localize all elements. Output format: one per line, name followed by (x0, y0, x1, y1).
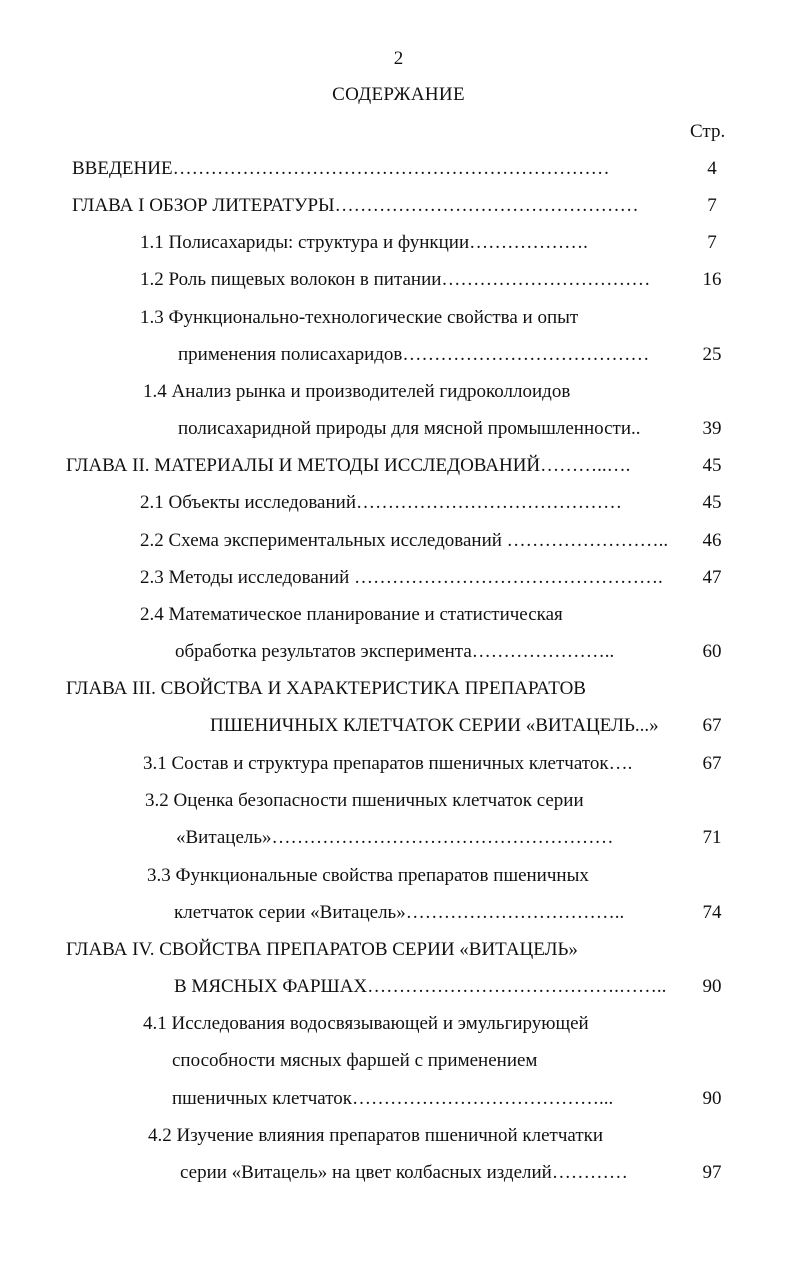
toc-entry-page: 97 (702, 1162, 722, 1183)
toc-entry-text: полисахаридной природы для мясной промышленности.. (178, 418, 641, 439)
toc-entry (178, 417, 742, 441)
toc-entry (143, 752, 742, 776)
toc-entry-text: ГЛАВА III. СВОЙСТВА И ХАРАКТЕРИСТИКА ПРЕПАРАТОВ (66, 678, 586, 699)
toc-entry-text: 2.3 Методы исследований …………………………………………. (140, 567, 663, 588)
toc-entry-page: 90 (702, 1088, 722, 1109)
toc-entry-text: обработка результатов эксперимента………………….. (175, 641, 615, 662)
toc-entry-text: клетчаток серии «Витацель»…………………………….. (174, 902, 625, 923)
toc-entry (176, 826, 742, 850)
toc-entry-text: 4.2 Изучение влияния препаратов пшеничной клетчатки (148, 1125, 604, 1146)
toc-entry-page: 39 (702, 418, 722, 439)
toc-entry-page: 67 (702, 753, 722, 774)
toc-entry (172, 1087, 742, 1111)
toc-entry-page: 90 (702, 976, 722, 997)
toc-entry-page: 47 (702, 567, 722, 588)
toc-entry (174, 901, 742, 925)
toc-entry-page: 25 (702, 344, 722, 365)
toc-entry-text: 2.1 Объекты исследований…………………………………… (140, 492, 622, 513)
toc-entry-text: пшеничных клетчаток…………………………………... (172, 1088, 614, 1109)
toc-entry-text: 3.1 Состав и структура препаратов пшеничных клетчаток…. (143, 753, 633, 774)
toc-entry-page: 45 (702, 455, 722, 476)
toc-entry-page: 67 (702, 715, 722, 736)
toc-entry (140, 268, 742, 292)
toc-entry (72, 157, 742, 181)
toc-entry-text: применения полисахаридов………………………………… (178, 344, 650, 365)
toc-entry (140, 491, 742, 515)
toc-entry-text: ГЛАВА I ОБЗОР ЛИТЕРАТУРЫ………………………………………… (72, 195, 639, 216)
toc-entry-text: ВВЕДЕНИЕ…………………………………………………………… (72, 158, 610, 179)
toc-entry-text: 1.2 Роль пищевых волокон в питании…………………………… (140, 269, 651, 290)
toc-entry-text: ГЛАВА IV. СВОЙСТВА ПРЕПАРАТОВ СЕРИИ «ВИТАЦЕЛЬ» (66, 939, 578, 960)
toc-entry (140, 231, 742, 255)
toc-entry-page: 45 (702, 492, 722, 513)
toc-entry-page: 46 (702, 530, 722, 551)
toc-entry (140, 566, 742, 590)
toc-entry (140, 529, 742, 553)
toc-entry-text: ПШЕНИЧНЫХ КЛЕТЧАТОК СЕРИИ «ВИТАЦЕЛЬ...» (210, 715, 659, 736)
toc-entry (180, 1161, 742, 1185)
toc-entry-page: 16 (702, 269, 722, 290)
page-column-label: Стр. (690, 121, 726, 142)
toc-entry-text: 1.3 Функционально-технологические свойства и опыт (140, 307, 579, 328)
toc-entry-page: 71 (702, 827, 722, 848)
toc-entry-text: 3.3 Функциональные свойства препаратов пшеничных (147, 865, 589, 886)
toc-entry (72, 194, 742, 218)
page-title: СОДЕРЖАНИЕ (332, 84, 465, 105)
toc-entry (66, 454, 742, 478)
toc-entry-text: 1.4 Анализ рынка и производителей гидроколлоидов (143, 381, 571, 402)
toc-entry-page: 7 (707, 232, 717, 253)
toc-entry-text: «Витацель»……………………………………………… (176, 827, 614, 848)
toc-entry-text: 1.1 Полисахариды: структура и функции………………. (140, 232, 588, 253)
toc-entry-text: 2.2 Схема экспериментальных исследований …………………….. (140, 530, 669, 551)
toc-entry (178, 343, 742, 367)
toc-entry-page: 7 (707, 195, 717, 216)
toc-entry-text: ГЛАВА II. МАТЕРИАЛЫ И МЕТОДЫ ИССЛЕДОВАНИЙ………..…. (66, 455, 631, 476)
toc-entry-text: 4.1 Исследования водосвязывающей и эмульгирующей (143, 1013, 589, 1034)
toc-entry-text: серии «Витацель» на цвет колбасных изделий………… (180, 1162, 628, 1183)
toc-entry-text: 2.4 Математическое планирование и статистическая (140, 604, 563, 625)
toc-entry-page: 60 (702, 641, 722, 662)
toc-entry-page: 74 (702, 902, 722, 923)
toc-entry-page: 4 (707, 158, 717, 179)
toc-entry (175, 640, 742, 664)
page-number: 2 (393, 48, 404, 69)
toc-entry (174, 975, 742, 999)
toc-entry-text: способности мясных фаршей с применением (172, 1050, 538, 1071)
toc-entry-text: 3.2 Оценка безопасности пшеничных клетчаток серии (145, 790, 584, 811)
toc-entry-text: В МЯСНЫХ ФАРШАХ………………………………….…….. (174, 976, 667, 997)
toc-entry (210, 714, 742, 738)
